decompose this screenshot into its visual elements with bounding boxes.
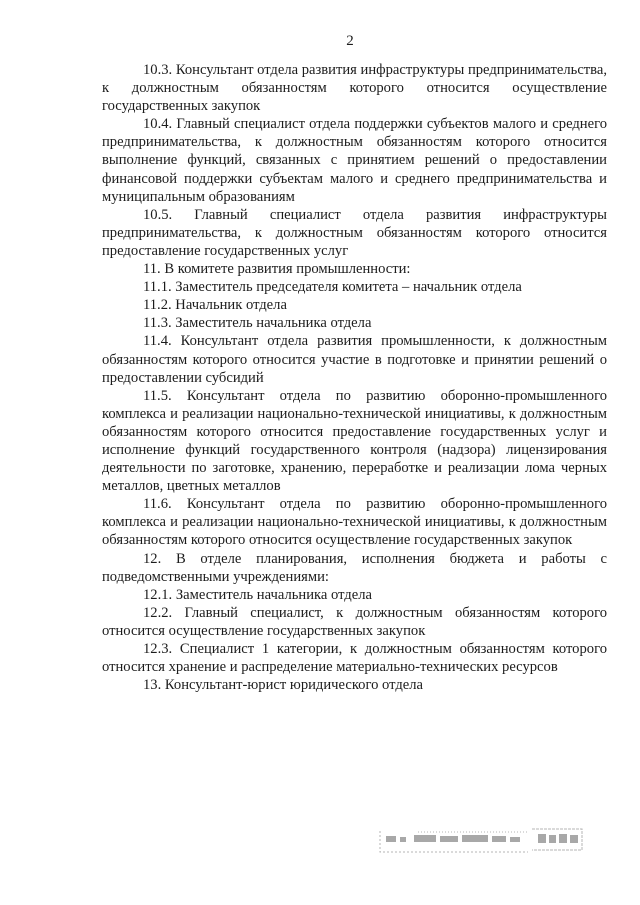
paragraph-12: 12. В отделе планирования, исполнения бюджета и работы с подведомственными учреждениями: (102, 550, 607, 585)
paragraph-10-5: 10.5. Главный специалист отдела развития инфраструктуры предпринимательства, к должностным обязанностям которого относится предоставление государственных услуг (102, 206, 607, 259)
paragraph-13: 13. Консультант-юрист юридического отдела (143, 677, 423, 694)
paragraph-12-2: 12.2. Главный специалист, к должностным обязанностям которого относится осуществление государственных закупок (102, 604, 607, 639)
paragraph-11-1: 11.1. Заместитель председателя комитета – начальник отдела (143, 279, 522, 296)
paragraph-10-3: 10.3. Консультант отдела развития инфраструктуры предпринимательства, к должностным обязанностям которого относится осуществление государственных закупок (102, 62, 608, 115)
paragraph-11-3: 11.3. Заместитель начальника отдела (143, 315, 372, 332)
paragraph-10-4: 10.4. Главный специалист отдела поддержки субъектов малого и среднего предпринимательства, к должностным обязанностям которого относится выполнение функций, связанных с принятием решений о предоставлении финансовой поддержки субъектам малого и среднего предпринимательства и муниципальным образованиям (102, 116, 607, 205)
paragraph-11-4: 11.4. Консультант отдела развития промышленности, к должностным обязанностям которого относится участие в подготовке и принятии решений о предоставлении субсидий (102, 333, 607, 386)
paragraph-11-2: 11.2. Начальник отдела (143, 297, 287, 314)
paragraph-11-5: 11.5. Консультант отдела по развитию оборонно-промышленного комплекса и реализации национально-технической инициативы, к должностным обязанностям которого относится предоставление государственных услуг и исполнение функций государственного контроля (надзора) лицензирования деятельности по заготовке, хранению, переработке и реализации лома черных металлов, цветных металлов (102, 387, 607, 495)
paragraph-11-6: 11.6. Консультант отдела по развитию оборонно-промышленного комплекса и реализации национально-технической инициативы, к должностным обязанностям которого относится осуществление государственных закупок (102, 496, 607, 549)
registration-stamp (378, 823, 584, 855)
paragraph-12-3: 12.3. Специалист 1 категории, к должностным обязанностям которого относится хранение и распределение материально-технических ресурсов (102, 641, 607, 676)
document-body (102, 61, 607, 694)
page-number: 2 (346, 33, 354, 49)
paragraph-12-1: 12.1. Заместитель начальника отдела (143, 586, 372, 603)
paragraph-11: 11. В комитете развития промышленности: (143, 261, 411, 278)
